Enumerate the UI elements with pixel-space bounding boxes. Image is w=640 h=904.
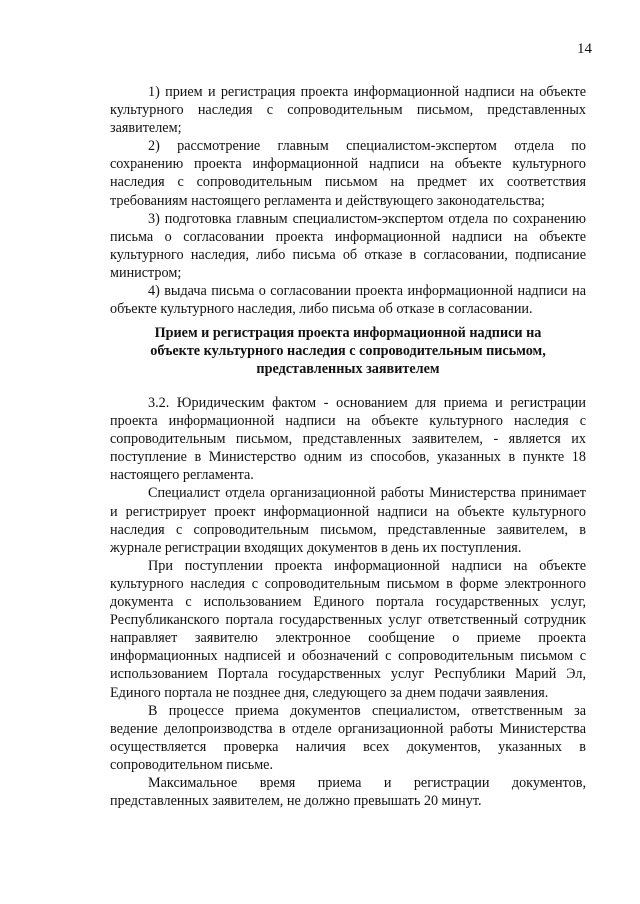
paragraph: Максимальное время приема и регистрации документов, представленных заявителем, не должно превышать 20 минут. — [110, 774, 586, 810]
paragraph: 3.2. Юридическим фактом - основанием для приема и регистрации проекта информационной надписи на объекте культурного наследия с сопроводительным письмом, представленных заявителем, - является их поступление в Министерство одним из способов, указанных в пункте 18 настоящего регламента. — [110, 395, 586, 484]
procedure-list — [110, 83, 586, 318]
list-item: 4) выдача письма о согласовании проекта информационной надписи на объекте культурного наследия, либо письма об отказе в согласовании. — [110, 283, 586, 318]
section-body — [110, 394, 586, 810]
paragraph: В процессе приема документов специалистом, ответственным за ведение делопроизводства в отделе организационной работы Министерства осуществляется проверка наличия всех документов, указанных в сопроводительном письме. — [110, 702, 586, 773]
list-item: 2) рассмотрение главным специалистом-экспертом отдела по сохранению проекта информационной надписи на объекте культурного наследия с сопроводительным письмом на предмет их соответствия требованиям настоящего регламента и действующего законодательства; — [110, 138, 586, 209]
page-number: 14 — [577, 41, 592, 57]
list-item: 1) прием и регистрация проекта информационной надписи на объекте культурного наследия с сопроводительным письмом, представленных заявителем; — [110, 84, 586, 137]
section-heading: Прием и регистрация проекта информационной надписи на объекте культурного наследия с сопроводительным письмом, представленных заявителем — [150, 325, 546, 377]
list-item: 3) подготовка главным специалистом-экспертом отдела по сохранению письма о согласовании проекта информационной надписи на объекте культурного наследия, либо письма об отказе в согласовании, подписание министром; — [110, 210, 586, 281]
paragraph: Специалист отдела организационной работы Министерства принимает и регистрирует проект информационной надписи на объекте культурного наследия с сопроводительным письмом, представленные заявителем, в журнале регистрации входящих документов в день их поступления. — [110, 485, 586, 556]
paragraph: При поступлении проекта информационной надписи на объекте культурного наследия с сопроводительным письмом в форме электронного документа с использованием Единого портала государственных услуг, Республиканского портала государственных услуг ответственный сотрудник направляет заявителю электронное сообщение о приеме проекта информационных надписей и обозначений с сопроводительным письмом с использованием Портала государственных услуг Республики Марий Эл, Единого портала не позднее дня, следующего за днем подачи заявления. — [110, 557, 586, 701]
